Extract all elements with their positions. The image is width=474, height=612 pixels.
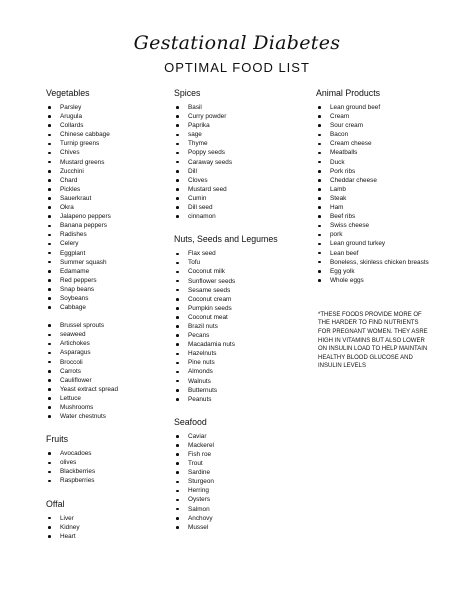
list-item: Flax seed xyxy=(176,249,306,258)
list-item: Yeast extract spread xyxy=(48,385,168,394)
list-item: Coconut cream xyxy=(176,295,306,304)
nutrient-note: *THESE FOODS PROVIDE MORE OF THE HARDER TO FIND NUTRIENTS FOR PREGNANT WOMEN. THEY ASRE HIGH IN VITAMINS BUT ALSO LOWER ON INSULIN LOAD TO HELP MAINTAIN HEALTHY BLOOD GLUCOSE AND INSULIN LEVELS xyxy=(318,311,428,370)
list-item: Bacon xyxy=(318,130,448,139)
animal-list xyxy=(318,103,448,285)
list-item: Pumpkin seeds xyxy=(176,304,306,313)
list-item: Mackerel xyxy=(176,441,306,450)
list-item: Butternuts xyxy=(176,386,306,395)
section-spices xyxy=(176,87,306,221)
list-item: Egg yolk xyxy=(318,267,448,276)
list-item: Red peppers xyxy=(48,276,168,285)
section-title-nuts: Nuts, Seeds and Legumes xyxy=(174,234,278,245)
list-item: Zucchini xyxy=(48,167,168,176)
document-title: Gestational Diabetes xyxy=(133,32,341,54)
list-item: Coconut milk xyxy=(176,267,306,276)
list-item: Avocadoes xyxy=(48,449,168,458)
list-item: Jalapeno peppers xyxy=(48,212,168,221)
document-subtitle: OPTIMAL FOOD LIST xyxy=(164,60,310,75)
list-item: Herring xyxy=(176,486,306,495)
list-item: Ham xyxy=(318,203,448,212)
list-item: seaweed xyxy=(48,330,168,339)
list-item: Sunflower seeds xyxy=(176,277,306,286)
list-item: Macadamia nuts xyxy=(176,340,306,349)
list-item: Edamame xyxy=(48,267,168,276)
list-item: Mustard seed xyxy=(176,185,306,194)
section-seafood xyxy=(176,416,306,532)
list-item: Basil xyxy=(176,103,306,112)
list-item: Beef ribs xyxy=(318,212,448,221)
list-item: Pickles xyxy=(48,185,168,194)
list-item: Mussel xyxy=(176,523,306,532)
list-item: Lamb xyxy=(318,185,448,194)
list-item: Chives xyxy=(48,148,168,157)
list-item: Carrots xyxy=(48,367,168,376)
list-item: Hazelnuts xyxy=(176,349,306,358)
list-item: pork xyxy=(318,230,448,239)
column-right xyxy=(318,87,448,371)
list-item: Pork ribs xyxy=(318,167,448,176)
list-item: sage xyxy=(176,130,306,139)
column-middle xyxy=(176,87,306,544)
list-item: Lean beef xyxy=(318,249,448,258)
section-offal xyxy=(48,498,168,541)
list-item: Soybeans xyxy=(48,294,168,303)
list-item: Almonds xyxy=(176,367,306,376)
section-title-seafood: Seafood xyxy=(174,416,207,427)
list-item: Dill seed xyxy=(176,203,306,212)
list-item: Turnip greens xyxy=(48,139,168,148)
list-item: Celery xyxy=(48,239,168,248)
list-item: Cloves xyxy=(176,176,306,185)
section-title-animal: Animal Products xyxy=(316,88,381,98)
list-item: Cheddar cheese xyxy=(318,176,448,185)
list-item: Steak xyxy=(318,194,448,203)
list-item: Curry powder xyxy=(176,112,306,121)
vegetables-list xyxy=(48,103,168,421)
list-item: Parsley xyxy=(48,103,168,112)
list-item: Artichokes xyxy=(48,339,168,348)
list-item: Tofu xyxy=(176,258,306,267)
list-item: Poppy seeds xyxy=(176,148,306,157)
section-title-fruits: Fruits xyxy=(46,434,68,445)
list-item: Trout xyxy=(176,459,306,468)
section-fruits xyxy=(48,433,168,485)
list-item: Sauerkraut xyxy=(48,194,168,203)
list-item: olives xyxy=(48,458,168,467)
list-item: Cabbage xyxy=(48,303,168,312)
list-item: Sour cream xyxy=(318,121,448,130)
list-item: Swiss cheese xyxy=(318,221,448,230)
fruits-list xyxy=(48,449,168,485)
list-item: Pecans xyxy=(176,331,306,340)
list-item: Summer squash xyxy=(48,258,168,267)
list-item: Lean ground beef xyxy=(318,103,448,112)
list-item: Water chestnuts xyxy=(48,412,168,421)
section-nuts-seeds-legumes xyxy=(176,233,306,404)
list-item: Heart xyxy=(48,532,168,541)
list-item: Thyme xyxy=(176,139,306,148)
section-title-offal: Offal xyxy=(46,498,65,509)
section-animal-products xyxy=(318,87,448,285)
list-item: Paprika xyxy=(176,121,306,130)
list-item: Chard xyxy=(48,176,168,185)
list-item: Lean ground turkey xyxy=(318,239,448,248)
list-item: Lettuce xyxy=(48,394,168,403)
list-item: Caraway seeds xyxy=(176,158,306,167)
list-item: Anchovy xyxy=(176,514,306,523)
column-left xyxy=(48,87,168,553)
list-item: cinnamon xyxy=(176,212,306,221)
list-item: Sturgeon xyxy=(176,477,306,486)
list-item: Whole eggs xyxy=(318,276,448,285)
section-vegetables xyxy=(48,87,168,421)
seafood-list xyxy=(176,432,306,532)
section-title-vegetables: Vegetables xyxy=(46,88,90,98)
list-item: Dill xyxy=(176,167,306,176)
list-item: Cream xyxy=(318,112,448,121)
list-item: Eggplant xyxy=(48,249,168,258)
spices-list xyxy=(176,103,306,221)
nuts-list xyxy=(176,249,306,404)
list-item: Peanuts xyxy=(176,395,306,404)
list-item: Coconut meat xyxy=(176,313,306,322)
list-item: Snap beans xyxy=(48,285,168,294)
list-item: Banana peppers xyxy=(48,221,168,230)
list-item: Duck xyxy=(318,158,448,167)
list-item: Chinese cabbage xyxy=(48,130,168,139)
list-item: Broccoli xyxy=(48,358,168,367)
list-item: Salmon xyxy=(176,505,306,514)
list-item: Brussel sprouts xyxy=(48,321,168,330)
list-item: Boneless, skinless chicken breasts xyxy=(318,258,430,267)
list-item: Brazil nuts xyxy=(176,322,306,331)
list-item: Oysters xyxy=(176,495,306,504)
list-item: Caviar xyxy=(176,432,306,441)
list-item: Sesame seeds xyxy=(176,286,306,295)
list-item: Arugula xyxy=(48,112,168,121)
list-item: Fish roe xyxy=(176,450,306,459)
list-item: Okra xyxy=(48,203,168,212)
list-item: Collards xyxy=(48,121,168,130)
list-item: Cumin xyxy=(176,194,306,203)
list-item: Radishes xyxy=(48,230,168,239)
list-item: Sardine xyxy=(176,468,306,477)
list-item: Raspberries xyxy=(48,476,168,485)
list-item: Mushrooms xyxy=(48,403,168,412)
list-item: Asparagus xyxy=(48,348,168,357)
list-item: Cream cheese xyxy=(318,139,448,148)
list-item: Pine nuts xyxy=(176,358,306,367)
list-item: Liver xyxy=(48,514,168,523)
section-title-spices: Spices xyxy=(174,88,201,98)
list-item: Meatballs xyxy=(318,148,448,157)
list-item: Mustard greens xyxy=(48,158,168,167)
list-item: Kidney xyxy=(48,523,168,532)
list-item: Cauliflower xyxy=(48,376,168,385)
offal-list xyxy=(48,514,168,541)
list-item: Walnuts xyxy=(176,377,306,386)
list-item: Blackberries xyxy=(48,467,168,476)
